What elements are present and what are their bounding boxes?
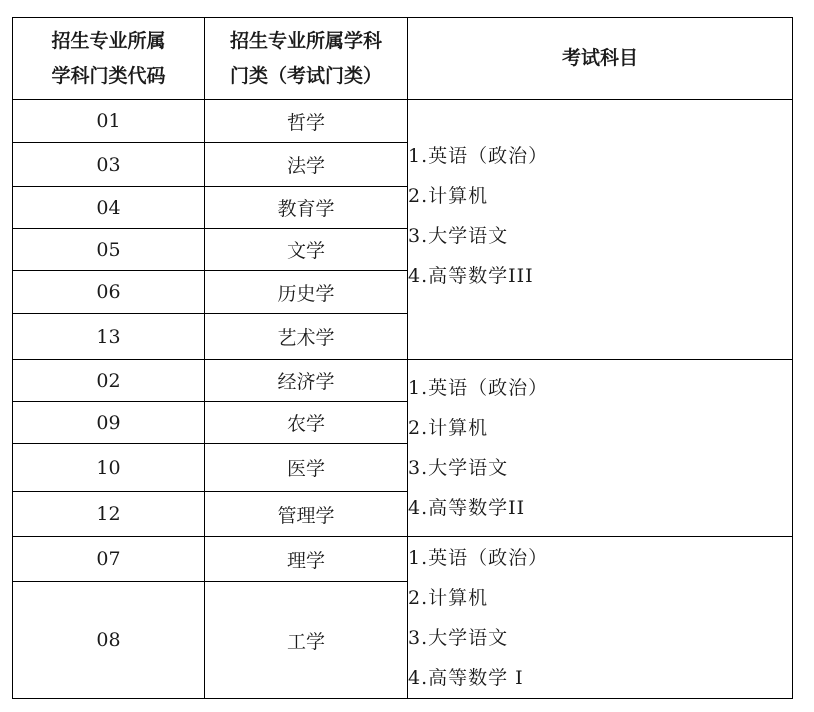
discipline-code: 03 [13,143,205,187]
discipline-code: 13 [13,314,205,360]
subject-item: 3.大学语文 [408,457,509,479]
header-subjects: 考试科目 [408,18,793,100]
discipline-name: 文学 [205,229,408,271]
discipline-code: 06 [13,271,205,314]
discipline-name: 工学 [205,582,408,699]
subject-item: 3.大学语文 [408,626,509,649]
exam-subjects-group-3 [408,537,793,699]
discipline-name: 法学 [205,143,408,187]
discipline-name: 历史学 [205,271,408,314]
discipline-code: 05 [13,229,205,271]
discipline-code: 04 [13,187,205,229]
discipline-name: 理学 [205,537,408,582]
header-discipline [205,18,408,100]
table-row [13,360,793,402]
subject-item: 3.大学语文 [408,224,509,247]
discipline-code: 01 [13,100,205,143]
table-row [13,537,793,582]
subject-item: 2.计算机 [408,417,489,439]
discipline-code: 12 [13,492,205,537]
discipline-name: 经济学 [205,360,408,402]
discipline-name: 农学 [205,402,408,444]
header-discipline-line1: 招生专业所属学科 [229,29,382,52]
subject-item: 2.计算机 [408,184,489,207]
subject-item: 4.高等数学 I [408,666,524,689]
header-code-line2: 学科门类代码 [51,64,166,87]
discipline-name: 医学 [205,444,408,492]
subject-item: 4.高等数学III [408,264,534,287]
exam-subjects-group-2 [408,360,793,537]
header-row [13,18,793,100]
header-discipline-line2: 门类（考试门类） [229,64,382,87]
subject-item: 4.高等数学II [408,497,526,519]
discipline-name: 哲学 [205,100,408,143]
discipline-code: 08 [13,582,205,699]
discipline-code: 07 [13,537,205,582]
exam-subjects-table [12,17,793,699]
discipline-name: 教育学 [205,187,408,229]
subject-item: 1.英语（政治） [408,144,549,167]
table-row [13,100,793,143]
header-code [13,18,205,100]
discipline-name: 艺术学 [205,314,408,360]
exam-subjects-group-1 [408,100,793,360]
subject-item: 2.计算机 [408,586,489,609]
discipline-name: 管理学 [205,492,408,537]
discipline-code: 09 [13,402,205,444]
subject-item: 1.英语（政治） [408,546,549,569]
discipline-code: 10 [13,444,205,492]
subject-item: 1.英语（政治） [408,377,549,399]
discipline-code: 02 [13,360,205,402]
header-code-line1: 招生专业所属 [51,29,166,52]
